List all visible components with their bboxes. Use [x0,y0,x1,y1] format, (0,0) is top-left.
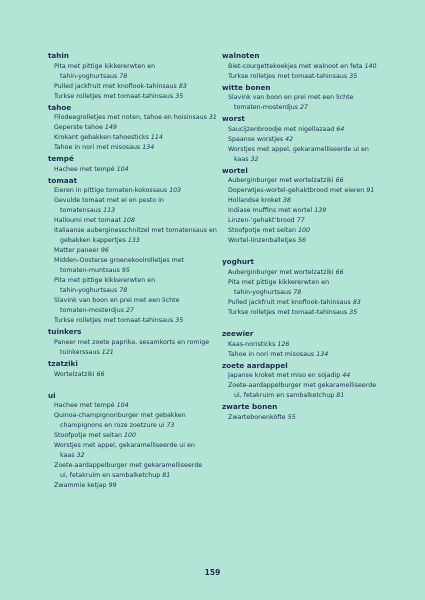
index-entry [48,338,223,358]
entry-text: Pita met pittige kikkererwten en [54,277,156,285]
entry-text: Turkse rolletjes met tomaat-tahinsaus [228,72,348,80]
index-entry-line [222,381,397,391]
entry-text: Italiaanse auberginesschnitzel met tomatensaus en [54,227,217,235]
index-entry [222,135,397,145]
index-entry-line [222,391,397,401]
entry-text: Filodeegrolletjes met noten, tahoe en hoisinsaus [54,114,207,122]
index-heading: wortel [222,165,248,175]
entry-page-number: 95 [121,267,130,275]
entry-page-number: 38 [282,197,291,205]
entry-page-number: 32 [250,155,259,163]
index-entry [222,278,397,298]
index-entry-line [222,350,397,360]
index-entry [48,370,223,380]
entry-page-number: 114 [150,134,163,142]
entry-text: Stoofpotje met seitan [228,227,297,235]
index-entry [222,350,397,360]
entry-page-number: 121 [101,348,114,356]
index-section [222,328,397,360]
entry-text: Linzen-‘gehakt’brood [228,217,295,225]
index-entry-line [222,278,397,288]
index-heading: witte bonen [222,82,271,92]
entry-text: Hachee met tempé [54,165,115,173]
index-heading: tzatziki [48,358,78,368]
index-entry [48,481,223,491]
index-entry-line [48,236,223,246]
entry-text: tomaten-mosterdjus [234,104,299,112]
index-entry-line [48,216,223,226]
index-entry-line [48,348,223,358]
index-entry-line [222,72,397,82]
index-section [222,165,397,247]
index-section [48,102,223,154]
index-entry [48,256,223,276]
entry-page-number: 103 [169,187,182,195]
entry-page-number: 35 [175,92,184,100]
entry-text: Japanse kroket met miso en sojadip [228,372,341,380]
index-entry [222,176,397,186]
index-entry [222,216,397,226]
index-entry-line [48,316,223,326]
entry-text: tahin-yoghurtsaus [234,288,292,296]
index-section [222,113,397,165]
entry-page-number: 104 [116,165,129,173]
entry-text: Saucijzenbroodje met nigellazaad [228,125,335,133]
index-entry-line [48,123,223,133]
entry-text: Spaanse worstjes [228,135,284,143]
entry-text: Hachee met tempé [54,402,115,410]
index-column-right [222,50,397,423]
index-entry [222,93,397,113]
index-entry-line [48,196,223,206]
index-heading: zeewier [222,328,254,338]
entry-page-number: 66 [335,268,344,276]
index-entry-line [222,413,397,423]
index-entry [222,196,397,206]
entry-page-number: 113 [103,207,116,215]
index-entry-line [222,288,397,298]
index-entry [48,296,223,316]
entry-page-number: 134 [142,144,155,152]
index-entry [222,308,397,318]
entry-page-number: 99 [108,482,117,490]
index-entry-line [222,236,397,246]
index-section [48,390,223,492]
entry-text: Worstjes met appel, gekaramelliseerde ui en [228,145,369,153]
index-section [48,175,223,327]
index-entry-line [48,306,223,316]
index-entry-line [222,206,397,216]
index-entry-line [48,431,223,441]
index-section [222,256,397,318]
index-entry-line [48,338,223,348]
index-entry-line [48,451,223,461]
entry-page-number: 140 [364,62,377,70]
index-entry [222,145,397,165]
entry-text: Zoete-aardappelburger met gekaramelliseerde [228,382,377,390]
entry-text: Wortelzatziki [54,370,95,378]
entry-text: Zwammie ketjap [54,482,107,490]
index-entry [222,62,397,72]
entry-page-number: 126 [277,340,290,348]
index-entry [222,413,397,423]
entry-page-number: 100 [124,432,137,440]
entry-page-number: 35 [175,317,184,325]
entry-page-number: 64 [336,125,345,133]
entry-page-number: 91 [366,187,375,195]
index-heading: tahoe [48,102,72,112]
index-entry [48,165,223,175]
entry-text: Quinoa-champignonburger met gebakken [54,412,186,420]
index-entry-line [222,268,397,278]
entry-text: Slavink van boon en prei met een lichte [54,297,180,305]
entry-page-number: 55 [287,413,296,421]
entry-page-number: 78 [293,288,302,296]
entry-text: ui, fetakruim en sambalketchup [60,472,161,480]
index-entry-line [48,286,223,296]
index-entry [222,236,397,246]
index-column-left [48,50,223,491]
index-entry-line [48,165,223,175]
entry-text: Matter paneer [54,247,99,255]
index-entry-line [48,256,223,266]
entry-text: tomaten-muntsaus [60,267,120,275]
index-entry [48,196,223,216]
entry-text: Halloumi met tomaat [54,217,121,225]
entry-text: ui, fetakruim en sambalketchup [234,392,335,400]
index-entry [222,125,397,135]
entry-page-number: 81 [162,472,171,480]
index-entry-line [48,82,223,92]
entry-text: Auberginburger met wortelzatziki [228,177,334,185]
index-heading: tomaat [48,175,77,185]
entry-text: Auberginburger met wortelzatziki [228,268,334,276]
entry-page-number: 133 [127,237,140,245]
entry-page-number: 31 [208,114,217,122]
entry-page-number: 77 [296,217,305,225]
entry-page-number: 149 [104,124,117,132]
index-entry-line [48,113,223,123]
index-heading: tempé [48,154,74,164]
index-entry-line [48,421,223,431]
index-entry-line [48,226,223,236]
index-entry-line [48,266,223,276]
entry-page-number: 56 [297,237,306,245]
index-entry [48,216,223,226]
entry-page-number: 96 [100,247,109,255]
entry-text: Paneer met zoete paprika, sesamkorts en romige [54,338,210,346]
index-entry [48,92,223,102]
entry-text: champignons en roze zoetzure ui [60,422,165,430]
index-heading: tahin [48,51,69,60]
index-heading: zwarte bonen [222,402,278,412]
index-section [48,326,223,358]
index-entry-line [48,143,223,153]
index-entry-line [222,176,397,186]
index-entry-line [222,371,397,381]
entry-text: kaas [234,155,249,163]
entry-text: Krokant gebakken tahoesticks [54,134,149,142]
index-entry-line [222,216,397,226]
entry-text: tahin-yoghurtsaus [60,287,118,295]
entry-text: Gevulde tomaat met ei en pesto in [54,197,164,205]
index-entry [222,298,397,308]
entry-text: Pita met pittige kikkererwten en [54,62,156,70]
entry-page-number: 27 [126,307,135,315]
entry-page-number: 32 [76,452,85,460]
index-entry [222,226,397,236]
entry-page-number: 134 [316,350,329,358]
index-entry-line [48,471,223,481]
entry-text: Slavink van boon en prei met een lichte [228,94,354,102]
index-entry-line [48,411,223,421]
index-entry [48,143,223,153]
index-entry-line [48,481,223,491]
index-entry [48,123,223,133]
entry-page-number: 78 [119,287,128,295]
index-entry [222,206,397,216]
index-entry-line [48,370,223,380]
index-entry-line [222,308,397,318]
index-entry [48,62,223,82]
index-section [222,360,397,402]
entry-text: Indiase muffins met wortel [228,207,313,215]
index-entry-line [48,441,223,451]
index-entry [48,401,223,411]
entry-text: Stoofpotje met seitan [54,432,123,440]
entry-page-number: 81 [336,392,345,400]
index-heading: tuinkers [48,327,82,337]
index-entry [48,441,223,461]
entry-text: Hollandse kroket [228,197,281,205]
entry-text: Kaas-noristicks [228,340,276,348]
index-entry-line [48,206,223,216]
index-entry-line [222,298,397,308]
entry-text: kaas [60,452,75,460]
entry-page-number: 35 [349,72,358,80]
index-heading: zoete aardappel [222,360,288,370]
index-entry [48,246,223,256]
entry-page-number: 139 [314,207,327,215]
entry-text: Tahoe in nori met misosaus [54,144,141,152]
entry-page-number: 35 [349,308,358,316]
entry-text: Turkse rolletjes met tomaat-tahinsaus [54,92,174,100]
index-section [222,82,397,114]
entry-text: Wortel-linzenballetjes [228,237,296,245]
index-entry-line [222,125,397,135]
index-entry-line [222,135,397,145]
entry-page-number: 66 [96,370,105,378]
entry-page-number: 104 [116,402,129,410]
index-entry [48,186,223,196]
index-entry-line [222,340,397,350]
index-entry-line [48,186,223,196]
index-heading: ui [48,390,56,400]
entry-page-number: 83 [178,82,187,90]
entry-text: Pita met pittige kikkererwten en [228,278,330,286]
entry-page-number: 27 [300,104,309,112]
index-entry-line [48,72,223,82]
index-entry-line [222,93,397,103]
index-section [222,50,397,82]
index-entry [48,133,223,143]
entry-page-number: 108 [122,217,135,225]
entry-page-number: 100 [298,227,311,235]
index-entry-line [222,145,397,155]
index-entry [222,186,397,196]
entry-text: Tahoe in nori met misosaus [228,350,315,358]
entry-text: gebakken kappertjes [60,237,126,245]
entry-text: Geperste tahoe [54,124,103,132]
page-number: 159 [204,568,221,577]
entry-page-number: 44 [342,372,351,380]
entry-text: Pulled jackfruit met knoflook-tahinsaus [54,82,177,90]
entry-text: tomatensaus [60,207,102,215]
entry-text: tomaten-mosterdjus [60,307,125,315]
entry-page-number: 78 [119,72,128,80]
entry-text: Worstjes met appel, gekaramelliseerde ui en [54,442,195,450]
index-entry-line [48,246,223,256]
index-section [48,50,223,102]
index-section [222,401,397,423]
entry-text: Pulled jackfruit met knoflook-tahinsaus [228,298,351,306]
index-section [48,358,223,380]
entry-text: Zoete-aardappelburger met gekaramelliseerde [54,462,203,470]
entry-page-number: 42 [285,135,294,143]
index-entry-line [48,62,223,72]
entry-text: Midden-Oosterse groenekoolrolletjes met [54,257,185,265]
entry-text: Turkse rolletjes met tomaat-tahinsaus [228,308,348,316]
index-entry-line [222,155,397,165]
index-entry [48,82,223,92]
index-entry-line [222,103,397,113]
index-entry [48,411,223,431]
index-entry-line [222,226,397,236]
index-entry [48,461,223,481]
index-heading: yoghurt [222,257,254,267]
index-entry-line [222,186,397,196]
index-entry [48,316,223,326]
index-entry-line [48,92,223,102]
entry-page-number: 83 [352,298,361,306]
index-entry-line [48,461,223,471]
entry-text: Turkse rolletjes met tomaat-tahinsaus [54,317,174,325]
entry-text: Doperwtjes-wortel-gehaktbrood met eieren [228,187,365,195]
entry-page-number: 66 [335,177,344,185]
entry-text: Zwartebonenköfte [228,413,286,421]
index-entry-line [48,401,223,411]
entry-text: Eieren in pittige tomaten-kokossaus [54,187,168,195]
index-entry [48,113,223,123]
index-entry-line [48,276,223,286]
index-entry [48,226,223,246]
index-entry [222,72,397,82]
index-entry-line [222,62,397,72]
entry-page-number: 73 [166,422,175,430]
index-entry-line [48,296,223,306]
index-entry [222,340,397,350]
index-heading: walnoten [222,51,260,60]
index-entry [222,371,397,381]
entry-text: tuinkerssaus [60,348,100,356]
index-entry [48,431,223,441]
entry-text: Biet-courgettekoekjes met walnoot en feta [228,62,363,70]
index-entry [222,381,397,401]
index-entry [222,268,397,278]
index-entry [48,276,223,296]
index-section [48,153,223,175]
entry-text: tahin-yoghurtsaus [60,72,118,80]
index-heading: worst [222,114,245,124]
index-entry-line [48,133,223,143]
index-entry-line [222,196,397,206]
